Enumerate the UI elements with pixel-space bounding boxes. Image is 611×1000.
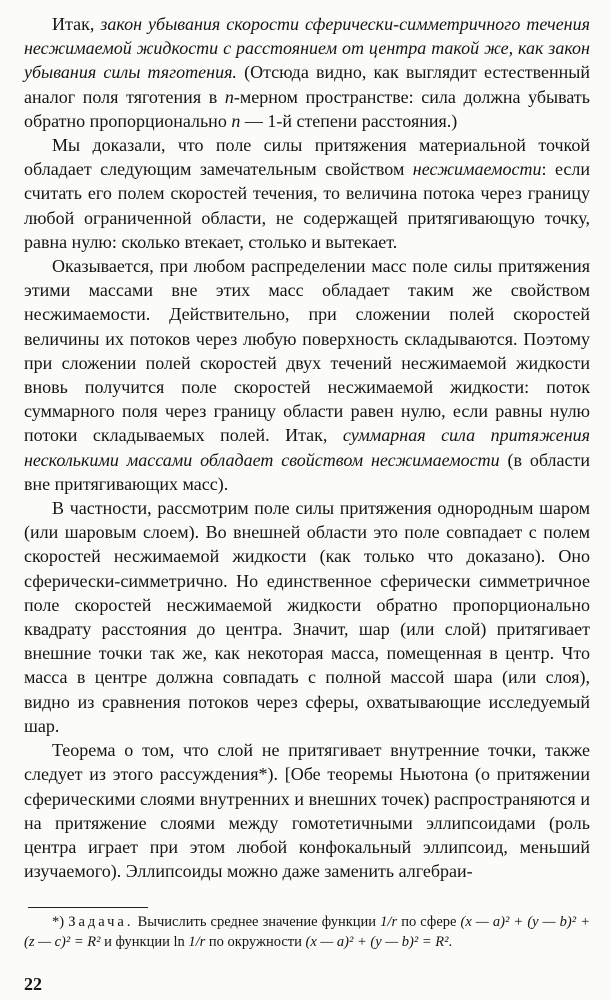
text-run: Мы доказали, что поле силы притяжения материальной точкой обладает следующим замечательным свойством: [24, 135, 590, 180]
text-run: по окружности: [205, 934, 306, 950]
footnote-label: Задача.: [68, 914, 134, 930]
italic-run: суммарная сила притяжения несколькими массами обладает свойством несжимаемости: [24, 425, 590, 470]
text-run: и функции ln: [100, 934, 189, 950]
paragraph: [24, 12, 590, 133]
text-run: В частности, рассмотрим поле силы притяжения однородным шаром (или шаровым слоем). Во внешней области это поле совпадает с полем скоростей несжимаемой жидкости (как только что доказано). Оно сферически-симметрично. Но единственное сферически симметричное поле скоростей несжимаемой жидкости обратно пропорционально квадрату расстояния до центра. Значит, шар (или слой) притягивает внешние точки так же, как некоторая масса, помещенная в центр. Что масса в центре должна совпадать с полной массой шара (или слоя), видно из сравнения потоков через сферы, охватывающие исследуемый шар.: [24, 498, 590, 736]
paragraph: [24, 738, 590, 883]
text-run: .: [448, 934, 453, 950]
main-text: [24, 12, 590, 883]
paragraph: [24, 496, 590, 738]
page-number: 22: [24, 974, 42, 994]
paragraph: [24, 254, 590, 496]
paragraph: [24, 133, 590, 254]
italic-run: несжимаемости: [412, 159, 542, 180]
italic-run: (x — a)² + (y — b)² = R²: [305, 934, 449, 950]
italic-run: n: [224, 86, 234, 107]
text-run: Итак,: [52, 14, 101, 34]
italic-run: (x — a)² + (y — b)² + (z — c)² = R²: [24, 914, 590, 950]
italic-run: 1/r: [188, 934, 206, 950]
italic-run: 1/r: [380, 914, 398, 930]
text-run: (Отсюда видно, как выглядит естественный аналог поля тяготения в: [24, 62, 590, 107]
text-run: — 1-й степени расстояния.): [240, 110, 458, 131]
footnote: [24, 912, 590, 952]
text-run: Оказывается, при любом распределении масс поле силы притяжения этими массами вне этих масс обладает таким же свойством несжимаемости. Действительно, при сложении полей скоростей величины их потоков через любую поверхность складываются. Поэтому при сложении полей скоростей двух течений несжимаемой жидкости вновь получится поле скоростей несжимаемой жидкости: поток суммарного поля через границу области равен нулю, если равны нулю потоки складываемых полей. Итак,: [24, 256, 590, 446]
text-run: Вычислить среднее значение функции: [133, 914, 381, 930]
footnote-marker: *): [52, 914, 69, 930]
text-run: Теорема о том, что слой не притягивает внутренние точки, также следует из этого рассуждения*). [Обе теоремы Ньютона (о притяжении сферическими слоями внутренних и внешних точек) распространяются и на притяжение слоями между гомотетичными эллипсоидами (роль центра играет при этом любой конфокальный эллипсоид, меньший изучаемого). Эллипсоиды можно даже заменить алгебраи-: [24, 740, 590, 882]
footnote-divider: [28, 907, 148, 908]
text-run: : если считать его полем скоростей течения, то величина потока через границу любой ограниченной области, не содержащей притягивающую точку, равна нулю: сколько втекает, столько и вытекает.: [24, 159, 590, 252]
text-run: -мерном пространстве: сила должна убывать обратно пропорционально: [24, 86, 590, 131]
italic-run: n: [231, 110, 241, 131]
text-run: (в области вне притягивающих масс).: [24, 449, 590, 494]
text-run: по сфере: [397, 914, 461, 930]
italic-run: закон убывания скорости сферически-симметричного течения несжимаемой жидкости с расстоянием от центра такой же, как закон убывания силы тяготения.: [24, 14, 590, 83]
